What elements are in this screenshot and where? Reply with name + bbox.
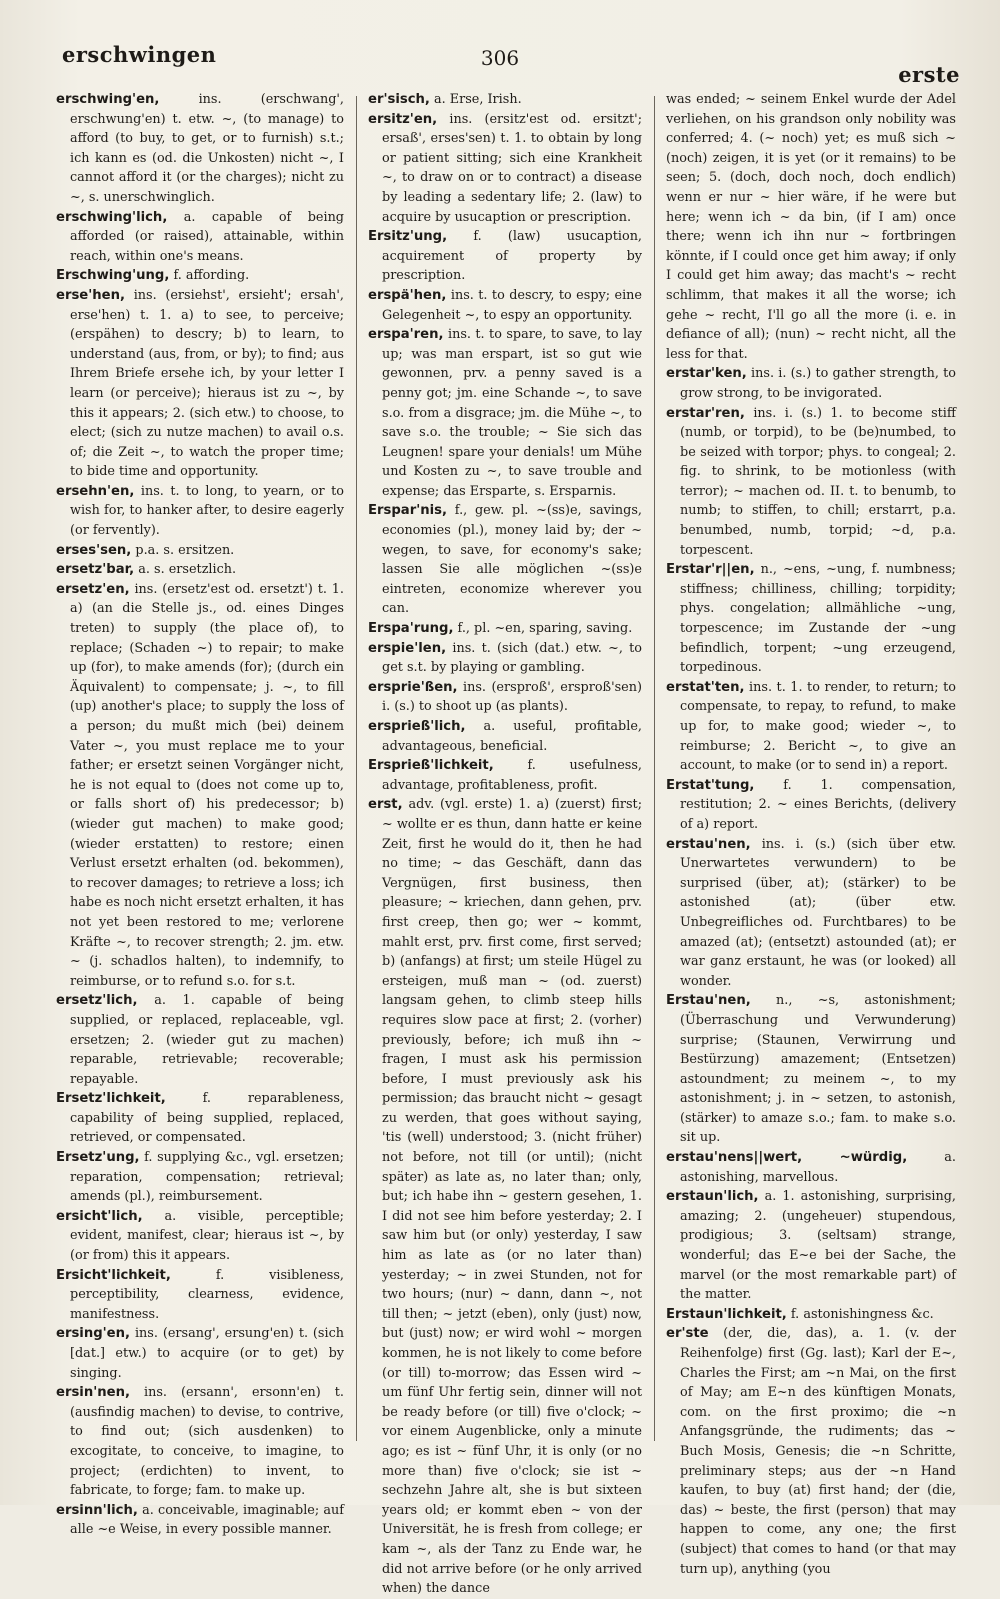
- header-left-guideword: erschwingen: [62, 42, 217, 67]
- entry-headword: er'ste: [666, 1326, 709, 1342]
- dictionary-entry: [56, 1324, 344, 1383]
- entry-definition: ins. (ersitz'est od. ersitzt'; ersaß', erses'sen) t. 1. to obtain by long or patient sitting; sich eine Krankheit ~, to draw on or to contract) a disease by leading a sedentary life; 2. (law) to acquire by usucaption or prescription.: [382, 111, 643, 225]
- dictionary-entry: [56, 560, 344, 580]
- entry-definition: was ended; ~ seinem Enkel wurde der Adel verliehen, on his grandson only nobility was conferred; 4. (~ noch) yet; es muß sich ~ (noch) zeigen, it is yet (or it remains) to be seen; 5. (doch, doch noch, doch endlich) wenn er nur ~ hier wäre, if he were but here; wenn ich ~ da bin, (if I am) once there; wenn ich ihn nur ~ fortbringen könnte, if I could once get him away; if only I could get him away; das macht's ~ recht schlimm, that makes it all the worse; ich gehe ~ recht, I'll go all the more (i. e. in defiance of all); (nun) ~ recht nicht, all the less for that.: [666, 92, 956, 362]
- entry-headword: ersitz'en,: [368, 111, 438, 127]
- entry-definition: a. useful, profitable, advantageous, beneficial.: [382, 719, 642, 754]
- entry-definition: n., ~ens, ~ung, f. numbness; stiffness; chilliness, chilling; torpidity; phys. congelation; allmähliche ~ung, torpescence; im Zustande der ~ung befindlich, torpent; ~ung erzeugend, torpedinous.: [680, 562, 956, 676]
- entry-definition: p.a. s. ersitzen.: [135, 542, 235, 558]
- dictionary-entry: [368, 90, 642, 110]
- entry-definition: a. s. ersetzlich.: [138, 562, 237, 578]
- entry-definition: a. visible, perceptible; evident, manifest, clear; hieraus ist ~, by (or from) this it appears.: [70, 1208, 344, 1264]
- entry-definition: ins. i. (s.) 1. to become stiff (numb, or torpid), to be (be)numbed, to be seized with torpor; phys. to congeal; 2. fig. to shrink, to be motionless (with terror); ~ machen od. II. t. to benumb, to numb; to stiffen, to chill; erstarrt, p.a. benumbed, numb, torpid; ~d, p.a. torpescent.: [680, 405, 956, 558]
- dictionary-entry: [56, 482, 344, 541]
- entry-definition: ins. i. (s.) to gather strength, to grow strong, to be invigorated.: [680, 366, 956, 401]
- column-2: [368, 90, 643, 1597]
- dictionary-entry: [666, 1305, 956, 1325]
- entry-definition: f. visibleness, perceptibility, clearness, evidence, manifestness.: [70, 1267, 344, 1322]
- entry-definition: f., gew. pl. ~(ss)e, savings, economies (pl.), money laid by; der ~ wegen, to save, for economy's sake; lassen Sie alle möglichen ~(ss)e eintreten, economize wherever you can.: [382, 503, 642, 617]
- entry-definition: adv. (vgl. erste) 1. a) (zuerst) first; ~ wollte er es thun, dann hatte er keine Zeit, first he would do it, then he had no time; ~ das Geschäft, dann das Vergnügen, first business, then pleasure; ~ kriechen, dann gehen, prv. first creep, then go; wer ~ kommt, mahlt erst, prv. first come, first served; b) (anfangs) at first; um steile Hügel zu ersteigen, muß man ~ (od. zuerst) langsam gehen, to climb steep hills requires slow pace at first; 2. (vorher) previously, before; ich muß ihn ~ fragen, I must ask his permission before, I must previously ask his permission; das braucht nicht ~ gesagt zu werden, that goes without saying, 'tis (well) understood; 3. (nicht früher) not before, not till (or until); (nicht später) as late as, no later than; only, but; ich habe ihn ~ gestern gesehen, 1. I did not see him before yesterday; 2. I saw him but (or only) yesterday, I saw him as late as (or no later than) yesterday; ~ in zwei Stunden, not for two hours; (nur) ~ dann, dann ~, not till then; ~ jetzt (eben), only (just) now, but (just) now; er wird wohl ~ morgen kommen, he is not likely to come before (or till) to-morrow; das Essen wird ~ um fünf Uhr fertig sein, dinner will not be ready before (or till) five o'clock; ~ vor einem Augenblicke, only a minute ago; es ist ~ fünf Uhr, it is only (or no more than) five o'clock; sie ist ~ sechzehn Jahre alt, she is but sixteen years old; er kommt eben ~ von der Universität, he is fresh from college; er kam ~, als der Tanz zu Ende war, he did not arrive before (or he only arrived when) the dance: [382, 797, 643, 1597]
- dictionary-entry: [56, 580, 344, 991]
- dictionary-entry: [666, 678, 956, 776]
- column-rule: [356, 96, 357, 1441]
- entry-headword: ersicht'lich,: [56, 1208, 143, 1224]
- entry-definition: f. supplying &c., vgl. ersetzen; reparation, compensation; retrieval; amends (pl.), reimbursement.: [70, 1150, 344, 1205]
- dictionary-entry: [666, 404, 956, 561]
- entry-definition: ins. t. to spare, to save, to lay up; was man erspart, ist so gut wie gewonnen, prv. a penny saved is a penny got; jm. eine Schande ~, to save s.o. from a disgrace; jm. die Mühe ~, to save s.o. the trouble; ~ Sie sich das Leugnen! spare your denials! um Mühe und Kosten zu ~, to save trouble and expense; das Ersparte, s. Ersparnis.: [382, 327, 642, 499]
- entry-headword: ersprie'ßen,: [368, 679, 458, 695]
- dictionary-entry: [368, 619, 642, 639]
- entry-definition: ins. (ersetz'est od. ersetzt') t. 1. a) (an die Stelle js., od. eines Dinges treten) to supply (the place of), to replace; (Schaden ~) to repair; to make up (for), to make amends (for); (durch ein Äquivalent) to compensate; j. ~, to fill (up) another's place; to supply the loss of a person; du mußt mich (bei) deinem Vater ~, you must replace me to your father; er ersetzt seinen Vorgänger nicht, he is not equal to (does not come up to, or falls short of) his predecessor; b) (wieder gut machen) to make good; (wieder erstatten) to restore; einen Verlust ersetzt erhalten (od. bekommen), to recover damages; to retrieve a loss; ich habe es noch nicht ersetzt erhalten, it has not yet been restored to me; verlorene Kräfte ~, to recover strength; 2. jm. etw. ~ (j. schadlos halten), to indemnify, to reimburse, or to refund s.o. for s.t.: [70, 581, 344, 989]
- entry-definition: ins. (ersproß', ersproß'sen) i. (s.) to shoot up (as plants).: [382, 679, 642, 715]
- entry-headword: Erspa'rung,: [368, 621, 454, 637]
- entry-headword: erstau'nen,: [666, 836, 751, 852]
- page-number: 306: [480, 46, 520, 70]
- entry-headword: erschwing'lich,: [56, 209, 168, 225]
- dictionary-entry: [368, 717, 642, 756]
- entry-definition: f. affording.: [173, 268, 250, 284]
- dictionary-entry: [666, 776, 956, 835]
- dictionary-entry: [56, 541, 344, 561]
- dictionary-entry: [666, 1324, 956, 1579]
- column-3: [666, 90, 957, 1577]
- column-1: [56, 90, 345, 1538]
- dictionary-entry: [56, 1207, 344, 1266]
- entry-definition: ins. (erschwang', erschwung'en) t. etw. ~, (to manage) to afford (to buy, to get, or to furnish) s.t.; ich kann es (od. die Unkosten) nicht ~, I cannot afford it (or the charges); nicht zu ~, s. unerschwinglich.: [70, 92, 344, 205]
- entry-headword: Ersetz'lichkeit,: [56, 1091, 166, 1107]
- dictionary-entry: [56, 1383, 344, 1501]
- dictionary-entry: [368, 325, 642, 501]
- entry-definition: a. 1. astonishing, surprising, amazing; 2. (ungeheuer) stupendous, prodigious; 3. (seltsam) strange, wonderful; das E~e bei der Sache, the marvel (or the most remarkable part) of the matter.: [680, 1189, 956, 1303]
- entry-definition: ins. (ersiehst', ersieht'; ersah', erse'hen) t. 1. a) to see, to perceive; (erspähen) to descry; b) to learn, to understand (aus, from, or by); to find; aus Ihrem Briefe ersehe ich, by your letter I learn (or perceive); hieraus ist zu ~, by this it appears; 2. (sich etw.) to choose, to elect; (sich zu nutze machen) to avail o.s. of; die Zeit ~, to watch the proper time; to bide time and opportunity.: [70, 287, 344, 480]
- entry-definition: ins. t. to long, to yearn, or to wish for, to hanker after, to desire eagerly (or fervently).: [70, 483, 344, 539]
- entry-headword: erstau'nens||wert, ~würdig,: [666, 1150, 908, 1166]
- entry-definition: f. reparableness, capability of being supplied, replaced, retrieved, or compensated.: [70, 1091, 344, 1146]
- dictionary-entry: [368, 639, 642, 678]
- entry-headword: erspa'ren,: [368, 327, 444, 343]
- dictionary-entry: [56, 991, 344, 1089]
- entry-headword: erstat'ten,: [666, 679, 745, 695]
- entry-headword: ersehn'en,: [56, 483, 135, 499]
- dictionary-entry: [666, 835, 956, 992]
- entry-headword: ersprieß'lich,: [368, 719, 466, 734]
- entry-headword: erstaun'lich,: [666, 1189, 759, 1205]
- entry-headword: Erschwing'ung,: [56, 268, 170, 284]
- entry-definition: (der, die, das), a. 1. (v. der Reihenfolge) first (Gg. last); Karl der E~, Charles the First; am ~n Mai, on the first of May; am E~n des künftigen Monats, com. on the first proximo; die ~n Anfangsgründe, the rudiments; das ~ Buch Mosis, Genesis; die ~n Schritte, preliminary steps; aus der ~n Hand kaufen, to buy (at) first hand; der (die, das) ~ beste, the first (person) that may happen to come, any one; the first (subject) that comes to hand (or that may turn up), anything (you: [680, 1326, 956, 1577]
- dictionary-entry: [56, 1148, 344, 1207]
- dictionary-entry: [56, 1089, 344, 1148]
- entry-headword: ersinn'lich,: [56, 1502, 138, 1518]
- dictionary-entry: [368, 795, 642, 1598]
- dictionary-entry: [666, 991, 956, 1148]
- entry-headword: Ersitz'ung,: [368, 229, 448, 245]
- dictionary-entry: [666, 90, 956, 364]
- dictionary-entry: [368, 678, 642, 717]
- entry-headword: erschwing'en,: [56, 92, 160, 107]
- entry-headword: ersin'nen,: [56, 1385, 130, 1401]
- entry-definition: a. capable of being afforded (or raised), attainable, within reach, within one's means.: [70, 209, 345, 264]
- entry-headword: erstar'ken,: [666, 366, 747, 382]
- entry-definition: a. conceivable, imaginable; auf alle ~e Weise, in every possible manner.: [70, 1502, 345, 1538]
- dictionary-entry: [368, 227, 642, 286]
- entry-headword: Erstar'r||en,: [666, 562, 755, 578]
- entry-headword: ersetz'lich,: [56, 993, 138, 1009]
- entry-definition: a. astonishing, marvellous.: [680, 1150, 956, 1185]
- dictionary-entry: [666, 560, 956, 678]
- entry-definition: ins. t. to descry, to espy; eine Gelegenheit ~, to espy an opportunity.: [382, 287, 642, 323]
- entry-definition: ins. (ersang', ersung'en) t. (sich [dat.] etw.) to acquire (or to get) by singing.: [70, 1326, 344, 1381]
- entry-headword: Erstau'nen,: [666, 993, 751, 1009]
- entry-definition: f. (law) usucaption, acquirement of property by prescription.: [382, 229, 642, 284]
- entry-definition: f., pl. ~en, sparing, saving.: [457, 621, 633, 637]
- dictionary-entry: [56, 286, 344, 482]
- entry-headword: erses'sen,: [56, 542, 132, 558]
- entry-definition: f. 1. compensation, restitution; 2. ~ eines Berichts, (delivery of a) report.: [680, 777, 957, 832]
- dictionary-entry: [368, 501, 642, 619]
- entry-headword: erspie'len,: [368, 640, 447, 656]
- entry-definition: ins. (ersann', ersonn'en) t. (ausfindig machen) to devise, to contrive, to find out; (sich ausdenken) to excogitate, to conceive, to imagine, to project; (erdichten) to invent, to fabricate, to forge; fam. to make up.: [70, 1385, 344, 1499]
- entry-definition: n., ~s, astonishment; (Überraschung und Verwunderung) surprise; (Staunen, Verwirrung und Bestürzung) amazement; (Entsetzen) astoundment; zu meinem ~, to my astonishment; j. in ~ setzen, to astonish, (stärker) to amaze s.o.; fam. to make s.o. sit up.: [680, 993, 956, 1146]
- entry-definition: ins. t. 1. to render, to return; to compensate, to repay, to refund, to make up for, to make good; wieder ~, to reimburse; 2. Bericht ~, to give an account, to make (or to send in) a report.: [680, 679, 956, 774]
- entry-headword: ersing'en,: [56, 1326, 131, 1342]
- entry-headword: er'sisch,: [368, 92, 430, 107]
- dictionary-entry: [368, 286, 642, 325]
- entry-headword: Erstat'tung,: [666, 777, 755, 793]
- dictionary-entry: [666, 1148, 956, 1187]
- dictionary-entry: [56, 266, 344, 286]
- entry-headword: erstar'ren,: [666, 405, 745, 421]
- entry-definition: ins. t. (sich (dat.) etw. ~, to get s.t. by playing or gambling.: [382, 640, 642, 676]
- dictionary-entry: [56, 1266, 344, 1325]
- entry-headword: erst,: [368, 797, 403, 813]
- entry-definition: a. 1. capable of being supplied, or replaced, replaceable, vgl. ersetzen; 2. (wieder gut zu machen) reparable, retrievable; recoverable; repayable.: [70, 993, 344, 1087]
- column-rule: [654, 96, 655, 1441]
- dictionary-entry: [666, 364, 956, 403]
- entry-headword: Ersprieß'lichkeit,: [368, 758, 494, 774]
- header-right-guideword: erste: [898, 62, 960, 87]
- entry-headword: erspä'hen,: [368, 287, 447, 303]
- dictionary-entry: [666, 1187, 956, 1305]
- entry-headword: Erstaun'lichkeit,: [666, 1306, 787, 1322]
- entry-definition: ins. i. (s.) (sich über etw. Unerwartetes verwundern) to be surprised (über, at); (stärker) to be astonished (at); (über etw. Unbegreifliches od. Furchtbares) to be amazed (at); (entsetzt) astounded (at); er war ganz erstaunt, he was (or looked) all wonder.: [680, 836, 956, 989]
- entry-headword: ersetz'en,: [56, 581, 130, 597]
- entry-headword: erse'hen,: [56, 287, 126, 303]
- entry-definition: f. astonishingness &c.: [790, 1306, 934, 1322]
- entry-headword: Erspar'nis,: [368, 503, 448, 519]
- running-header: [0, 28, 1000, 88]
- entry-definition: a. Erse, Irish.: [434, 92, 522, 107]
- dictionary-entry: [368, 756, 642, 795]
- entry-definition: f. usefulness, advantage, profitableness, profit.: [382, 758, 642, 793]
- dictionary-entry: [368, 110, 642, 228]
- dictionary-entry: [56, 90, 344, 208]
- dictionary-entry: [56, 208, 344, 267]
- entry-headword: Ersetz'ung,: [56, 1150, 140, 1166]
- dictionary-entry: [56, 1501, 344, 1540]
- entry-headword: Ersicht'lichkeit,: [56, 1267, 171, 1283]
- entry-headword: ersetz'bar,: [56, 562, 135, 578]
